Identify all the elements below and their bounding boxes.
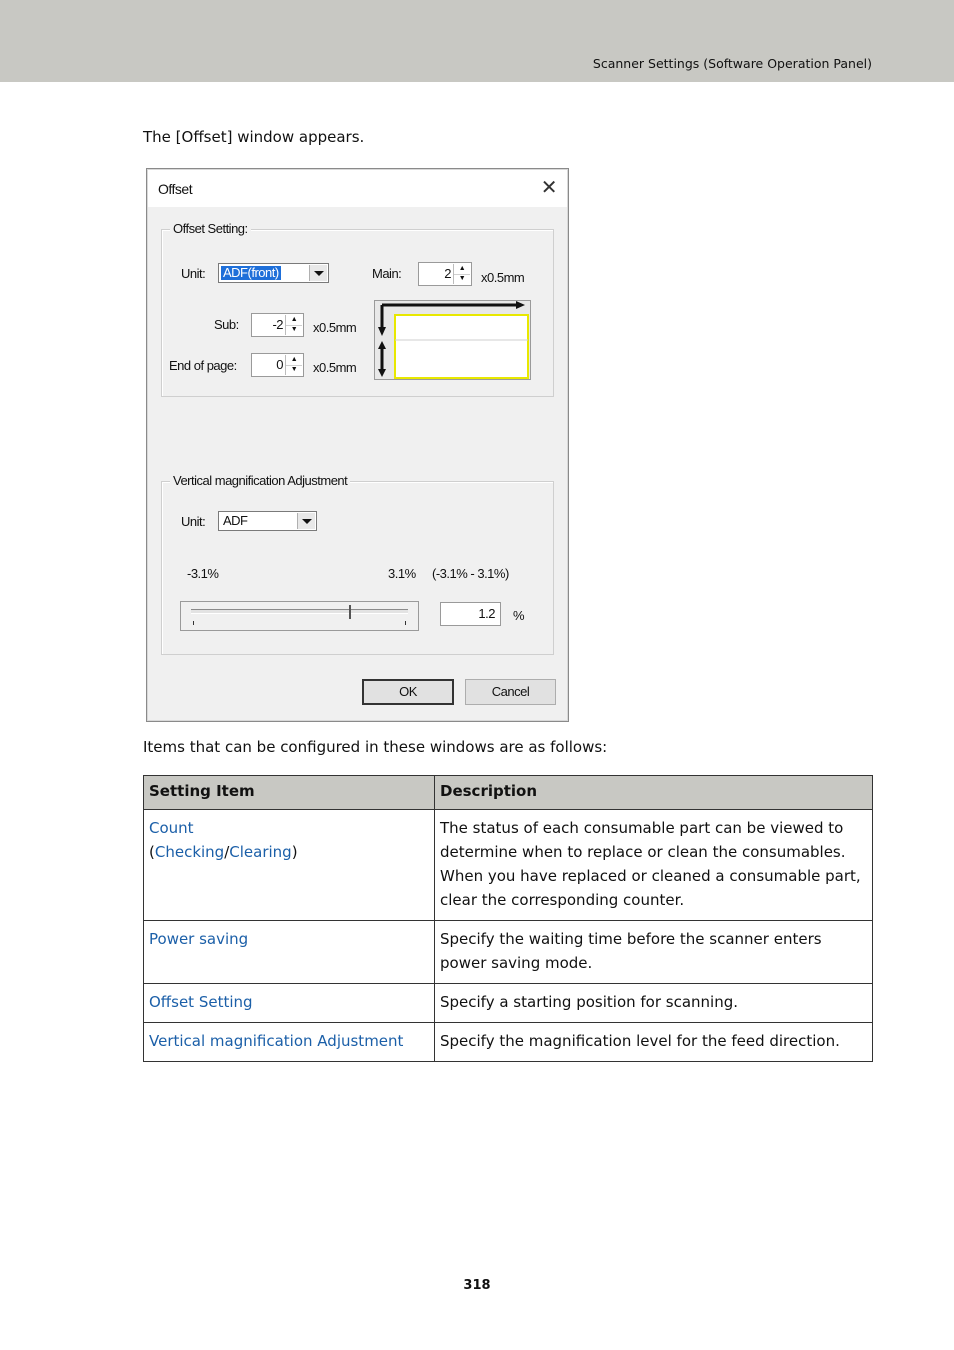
- range-label: (-3.1% - 3.1%): [432, 566, 509, 581]
- table-row: [144, 921, 873, 984]
- close-icon[interactable]: ✕: [540, 177, 557, 199]
- slider-tick: [193, 621, 194, 625]
- vertical-unit-value: ADF: [223, 513, 248, 528]
- section-title: Scanner Settings (Software Operation Panel): [592, 56, 872, 71]
- table-row: [144, 1023, 873, 1062]
- ok-button[interactable]: OK: [362, 679, 454, 705]
- percent-unit: %: [513, 608, 525, 623]
- offset-unit-select[interactable]: [218, 263, 329, 283]
- table-row: [144, 810, 873, 921]
- dialog-titlebar: [148, 170, 567, 207]
- cancel-button[interactable]: Cancel: [465, 679, 556, 705]
- spin-down-icon[interactable]: ▼: [458, 275, 466, 282]
- main-label: Main:: [372, 266, 402, 281]
- sub-value: -2: [272, 317, 283, 332]
- description-cell: Specify the magnification level for the feed direction.: [435, 1023, 873, 1062]
- end-of-page-spinner[interactable]: [251, 353, 304, 377]
- setting-item-cell: [144, 984, 435, 1023]
- description-cell: The status of each consumable part can be viewed to determine when to replace or clean the consumables. When you have replaced or cleaned a consumable part, clear the corresponding counter.: [435, 810, 873, 921]
- description-cell: Specify the waiting time before the scanner enters power saving mode.: [435, 921, 873, 984]
- settings-table: [143, 775, 873, 1062]
- end-of-page-label: End of page:: [169, 358, 237, 373]
- column-header-description: Description: [435, 776, 873, 810]
- main-spin-buttons: [453, 264, 470, 284]
- magnification-slider[interactable]: [180, 601, 419, 631]
- offset-dialog: [146, 168, 569, 722]
- table-header-row: [144, 776, 873, 810]
- offset-setting-legend: Offset Setting:: [170, 221, 251, 236]
- magnification-value-field[interactable]: [440, 602, 501, 626]
- sub-unit: x0.5mm: [313, 320, 357, 335]
- offset-unit-label: Unit:: [181, 266, 206, 281]
- vertical-unit-select[interactable]: [218, 511, 317, 531]
- vertical-magnification-legend: Vertical magnification Adjustment: [170, 473, 350, 488]
- spin-up-icon[interactable]: ▲: [286, 315, 302, 326]
- slash-separator: /: [224, 843, 230, 861]
- spin-up-icon[interactable]: ▲: [454, 264, 470, 275]
- column-header-setting-item: Setting Item: [144, 776, 435, 810]
- min-percent-label: -3.1%: [187, 566, 219, 581]
- magnification-value: 1.2: [478, 606, 495, 621]
- setting-item-cell: [144, 921, 435, 984]
- sub-spinner[interactable]: [251, 313, 304, 337]
- paren-open: (: [149, 843, 155, 861]
- main-spinner[interactable]: [418, 262, 472, 286]
- sub-spin-buttons: [285, 315, 302, 335]
- main-value: 2: [444, 266, 451, 281]
- end-spin-buttons: [285, 355, 302, 375]
- offset-setting-link[interactable]: Offset Setting: [149, 993, 253, 1011]
- chevron-down-icon[interactable]: [309, 265, 327, 281]
- spin-down-icon[interactable]: ▼: [290, 366, 298, 373]
- checking-link[interactable]: Checking: [154, 843, 225, 861]
- paren-close: ): [291, 843, 298, 861]
- intro-text: The [Offset] window appears.: [143, 128, 365, 146]
- dialog-title: Offset: [158, 181, 193, 197]
- spin-up-icon[interactable]: ▲: [286, 355, 302, 366]
- offset-unit-value: ADF(front): [223, 265, 279, 280]
- page-number: 318: [463, 1278, 491, 1293]
- chevron-down-icon[interactable]: [297, 513, 315, 529]
- sub-label: Sub:: [214, 317, 239, 332]
- vertical-magnification-link[interactable]: Vertical magnification Adjustment: [149, 1032, 404, 1050]
- max-percent-label: 3.1%: [388, 566, 416, 581]
- setting-item-cell: [144, 810, 435, 921]
- end-of-page-value: 0: [276, 357, 283, 372]
- table-row: [144, 984, 873, 1023]
- main-unit: x0.5mm: [481, 270, 525, 285]
- end-of-page-unit: x0.5mm: [313, 360, 357, 375]
- slider-thumb[interactable]: [341, 605, 351, 619]
- description-cell: Specify a starting position for scanning.: [435, 984, 873, 1023]
- setting-item-cell: [144, 1023, 435, 1062]
- spin-down-icon[interactable]: ▼: [290, 326, 298, 333]
- clearing-link[interactable]: Clearing: [229, 843, 292, 861]
- slider-tick: [405, 621, 406, 625]
- vertical-unit-label: Unit:: [181, 514, 206, 529]
- slider-track: [191, 609, 408, 614]
- items-intro-text: Items that can be configured in these windows are as follows:: [143, 738, 608, 756]
- power-saving-link[interactable]: Power saving: [149, 930, 249, 948]
- count-link[interactable]: Count: [149, 819, 194, 837]
- offset-preview-graphic: [375, 301, 530, 379]
- offset-preview: [374, 300, 531, 380]
